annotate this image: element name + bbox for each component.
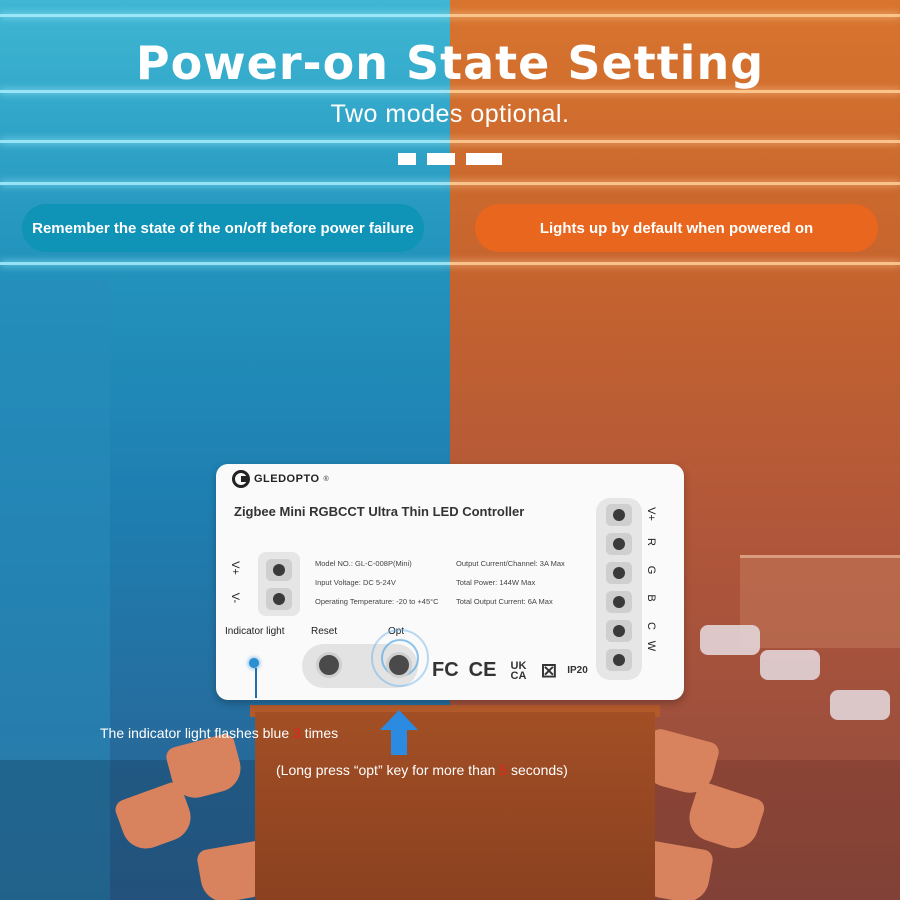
weee-bin-icon: ⊠ [540,660,558,682]
pin-label-vplus: V+ [645,507,657,521]
opt-button[interactable] [386,652,412,678]
brand-logo [232,470,329,488]
spec-output-current: Output Current/Channel: 3A Max [456,559,565,568]
pin-label-r: R [645,538,657,546]
indicator-led [249,658,259,668]
gledopto-logo-icon [232,470,250,488]
fcc-mark: FC [432,659,459,681]
terminal-screw-icon [606,533,632,555]
led-controller-device [216,464,684,700]
page-title: Power-on State Setting [135,36,765,90]
ceiling-light-strip [0,262,900,265]
output-terminal [596,498,642,680]
ceiling-light-strip [0,14,900,17]
wall-shelf [740,555,900,648]
spec-operating-temp: Operating Temperature: -20 to +45°C [315,597,439,606]
terminal-screw-icon [606,620,632,642]
long-press-note [276,762,568,778]
bar-stool [700,625,760,655]
registered-mark: ® [323,475,329,483]
ceiling-light-strip [0,90,900,93]
callout-line [255,668,257,698]
spec-total-output: Total Output Current: 6A Max [456,597,553,606]
note-text: seconds) [507,762,568,778]
pin-label-g: G [645,565,657,575]
brand-name: GLEDOPTO [254,473,320,485]
ceiling-light-strip [0,140,900,143]
page-subtitle: Two modes optional. [330,100,570,128]
pin-label-b: B [645,594,657,602]
ceiling-light-strip [0,182,900,185]
spec-model: Model NO.: GL-C-008P(Mini) [315,559,412,568]
input-vminus-label: V- [229,592,242,604]
input-terminal [258,552,300,616]
indicator-light-label: Indicator light [225,626,285,637]
ip-rating: IP20 [567,665,588,676]
bar-stool [760,650,820,680]
spec-total-power: Total Power: 144W Max [456,578,536,587]
spec-input-voltage: Input Voltage: DC 5-24V [315,578,396,587]
certification-marks [432,658,588,683]
mode-remember-state-badge: Remember the state of the on/off before power failure [22,204,424,252]
pin-label-c: C [645,622,657,630]
terminal-screw-icon [266,588,292,610]
ukca-mark: UK CA [510,659,527,682]
terminal-screw-icon [266,559,292,581]
device-title: Zigbee Mini RGBCCT Ultra Thin LED Controller [234,504,525,519]
terminal-screw-icon [606,504,632,526]
note-text: times [300,725,339,741]
mode-default-on-badge: Lights up by default when powered on [475,204,878,252]
terminal-screw-icon [606,591,632,613]
reset-label: Reset [311,626,338,637]
reset-button[interactable] [316,652,342,678]
press-seconds: 5 [499,762,508,778]
note-text: (Long press “opt” key for more than [276,762,500,778]
decorative-dashes [398,153,502,165]
up-arrow-icon [380,710,418,755]
terminal-screw-icon [606,562,632,584]
flash-count: 3 [293,725,301,741]
input-vplus-label: V+ [228,561,241,575]
note-text: The indicator light flashes blue [100,725,293,741]
indicator-flash-note [100,725,338,741]
pin-label-w: W [645,640,657,652]
ce-mark: CE [468,659,497,681]
terminal-screw-icon [606,649,632,671]
bar-stool [830,690,890,720]
opt-label: Opt [388,626,405,637]
